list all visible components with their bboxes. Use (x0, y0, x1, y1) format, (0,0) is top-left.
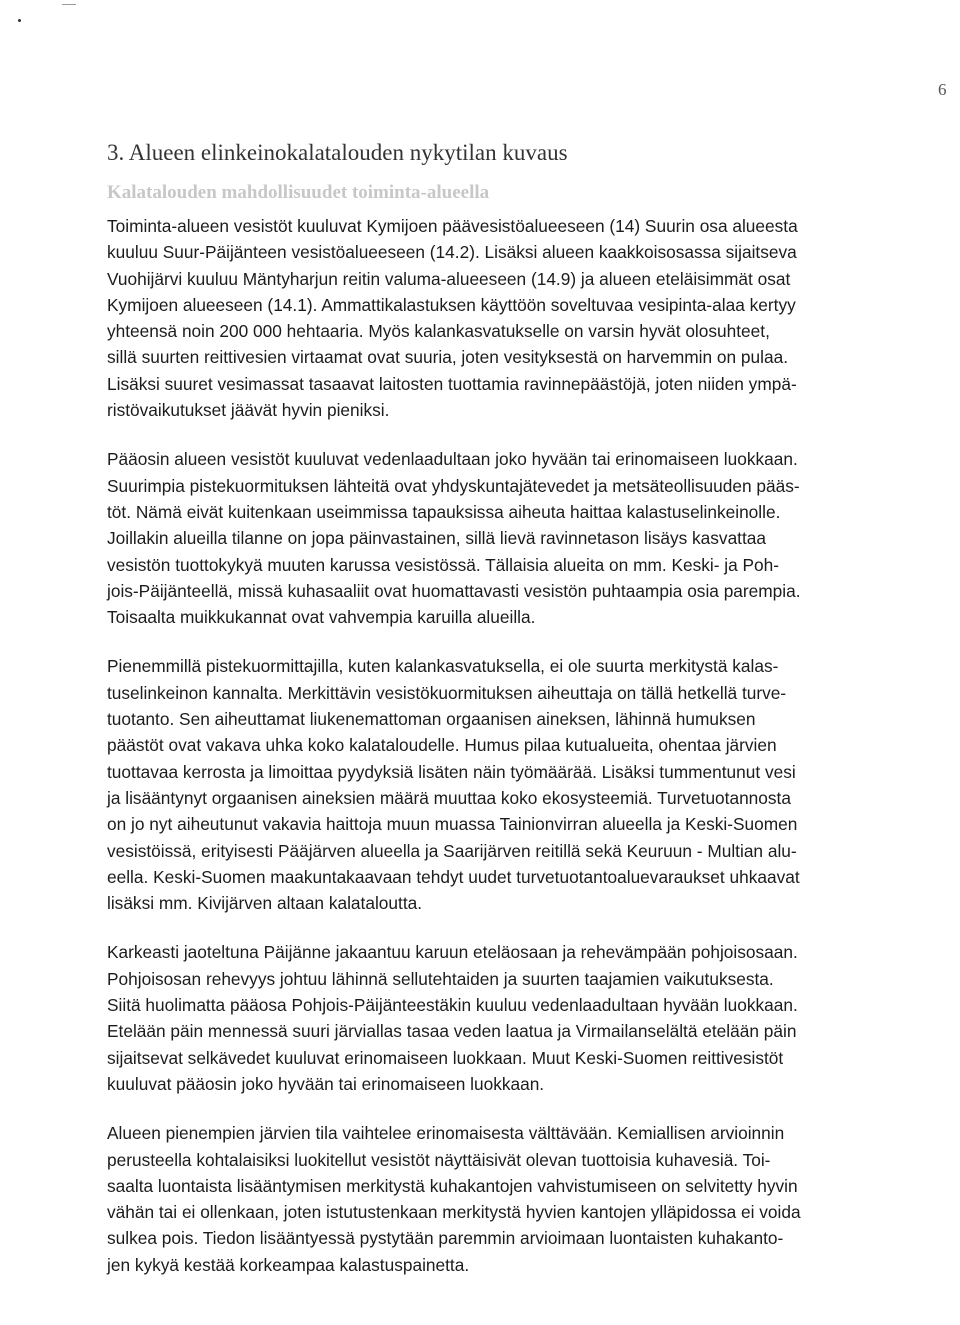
text-line: vähän tai ei ollenkaan, joten istutustenkaan merkitystä hyvien kantojen ylläpidossa ei voida (107, 1202, 801, 1223)
text-line: ja lisääntynyt orgaanisen aineksien määrä muuttaa koko ekosysteemiä. Turvetuotannosta (107, 787, 791, 808)
text-line: sillä suurten reittivesien virtaamat ovat suuria, joten vesityksestä on harvemmin on pulaa. (107, 347, 789, 368)
text-line: tuottavaa kerrosta ja limoittaa pyydyksiä lisäten näin työmäärää. Lisäksi tummentunut vesi (107, 761, 796, 782)
paragraph-vedenlaatu (107, 446, 957, 630)
paragraph-pienet-jarvet (107, 1120, 957, 1278)
text-line: Karkeasti jaoteltuna Päijänne jakaantuu karuun eteläosaan ja rehevämpään pohjoisosaan. (107, 942, 798, 963)
page-number: 6 (938, 80, 947, 99)
text-line: sijaitsevat selkävedet kuuluvat erinomaiseen luokkaan. Muut Keski-Suomen reittivesistöt (107, 1047, 784, 1068)
text-line: saalta luontaista lisääntymisen merkitystä kuhakantojen vahvistumiseen on selvitetty hyvin (107, 1175, 798, 1196)
text-line: yhteensä noin 200 000 hehtaaria. Myös kalankasvatukselle on varsin hyvät olosuhteet, (107, 321, 770, 342)
text-line: ristövaikutukset jäävät hyvin pieniksi. (107, 400, 390, 421)
paragraph-vesistot (107, 213, 957, 423)
text-line: Suurimpia pistekuormituksen lähteitä ovat yhdyskuntajätevedet ja metsäteollisuuden pääs- (107, 475, 800, 496)
text-line: Vuohijärvi kuuluu Mäntyharjun reitin valuma-alueeseen (14.9) ja alueen eteläisimmät osat (107, 268, 791, 289)
text-line: tuselinkeinon kannalta. Merkittävin vesistökuormituksen aiheuttaja on tällä hetkellä turve- (107, 682, 787, 703)
body-text (107, 213, 957, 1301)
text-line: Pienemmillä pistekuormittajilla, kuten kalankasvatuksella, ei ole suurta merkitystä kalas- (107, 656, 779, 677)
text-line: kuuluvat pääosin joko hyvään tai erinomaiseen luokkaan. (107, 1073, 545, 1094)
text-line: eella. Keski-Suomen maakuntakaavaan tehdyt uudet turvetuotantoaluevaraukset uhkaavat (107, 866, 800, 887)
text-line: Toisaalta muikkukannat ovat vahvempia karuilla alueilla. (107, 607, 536, 628)
text-line: töt. Nämä eivät kuitenkaan useimmissa tapauksissa aiheuta haittaa kalastuselinkeinolle. (107, 501, 781, 522)
text-line: sulkea pois. Tiedon lisääntyessä pystytään paremmin arvioimaan luontaisten kuhakanto- (107, 1228, 784, 1249)
paragraph-turvetuotanto (107, 653, 957, 916)
text-line: vesistön tuottokykyä muuten karussa vesistössä. Tällaisia alueita on mm. Keski- ja Poh- (107, 554, 780, 575)
section-heading: 3. Alueen elinkeinokalatalouden nykytilan kuvaus (107, 140, 568, 165)
text-line: Kymijoen alueeseen (14.1). Ammattikalastuksen käyttöön soveltuvaa vesipinta-alaa kertyy (107, 294, 796, 315)
text-line: perusteella kohtalaisiksi luokitellut vesistöt näyttäisivät olevan tuottoisia kuhavesiä. Toi- (107, 1149, 771, 1170)
scan-dot-mark (18, 19, 21, 22)
text-line: Pääosin alueen vesistöt kuuluvat vedenlaadultaan joko hyvään tai erinomaiseen luokkaan. (107, 449, 798, 470)
text-line: Toiminta-alueen vesistöt kuuluvat Kymijoen päävesistöalueeseen (14) Suurin osa alueesta (107, 216, 798, 236)
text-line: jois-Päijänteellä, missä kuhasaaliit ovat huomattavasti vesistön puhtaampia osia parempia. (107, 580, 801, 601)
text-line: vesistöissä, erityisesti Pääjärven alueella ja Saarijärven reitillä sekä Keuruun - Multian alu- (107, 840, 797, 861)
text-line: Joillakin alueilla tilanne on jopa päinvastainen, sillä lievä ravinnetason lisäys kasvattaa (107, 528, 766, 549)
scan-edge-mark (62, 4, 76, 5)
text-line: Pohjoisosan rehevyys johtuu lähinnä sellutehtaiden ja suurten taajamien vaikutuksesta. (107, 968, 774, 989)
text-line: kuuluu Suur-Päijänteen vesistöalueeseen (14.2). Lisäksi alueen kaakkoisosassa sijaitseva (107, 242, 797, 263)
text-line: on jo nyt aiheutunut vakavia haittoja muun muassa Tainionvirran alueella ja Keski-Suomen (107, 814, 798, 835)
text-line: lisäksi mm. Kivijärven altaan kalataloutta. (107, 893, 423, 914)
text-line: Etelään päin mennessä suuri järviallas tasaa veden laatua ja Virmailanselältä etelään päin (107, 1021, 797, 1042)
text-line: Alueen pienempien järvien tila vaihtelee erinomaisesta välttävään. Kemiallisen arvioinnin (107, 1123, 785, 1144)
text-line: Siitä huolimatta pääosa Pohjois-Päijänteestäkin kuuluu vedenlaadultaan hyvään luokkaan. (107, 995, 798, 1016)
text-line: tuotanto. Sen aiheuttamat liukenemattoman orgaanisen aineksen, lähinnä humuksen (107, 709, 756, 730)
paragraph-paijanne (107, 939, 957, 1097)
subheading: Kalatalouden mahdollisuudet toiminta-alueella (107, 182, 490, 203)
text-line: Lisäksi suuret vesimassat tasaavat laitosten tuottamia ravinnepäästöjä, joten niiden ympä- (107, 373, 797, 394)
text-line: jen kykyä kestää korkeampaa kalastuspainetta. (107, 1254, 470, 1275)
text-line: päästöt ovat vakava uhka koko kalataloudelle. Humus pilaa kutualueita, ohentaa järvien (107, 735, 777, 756)
